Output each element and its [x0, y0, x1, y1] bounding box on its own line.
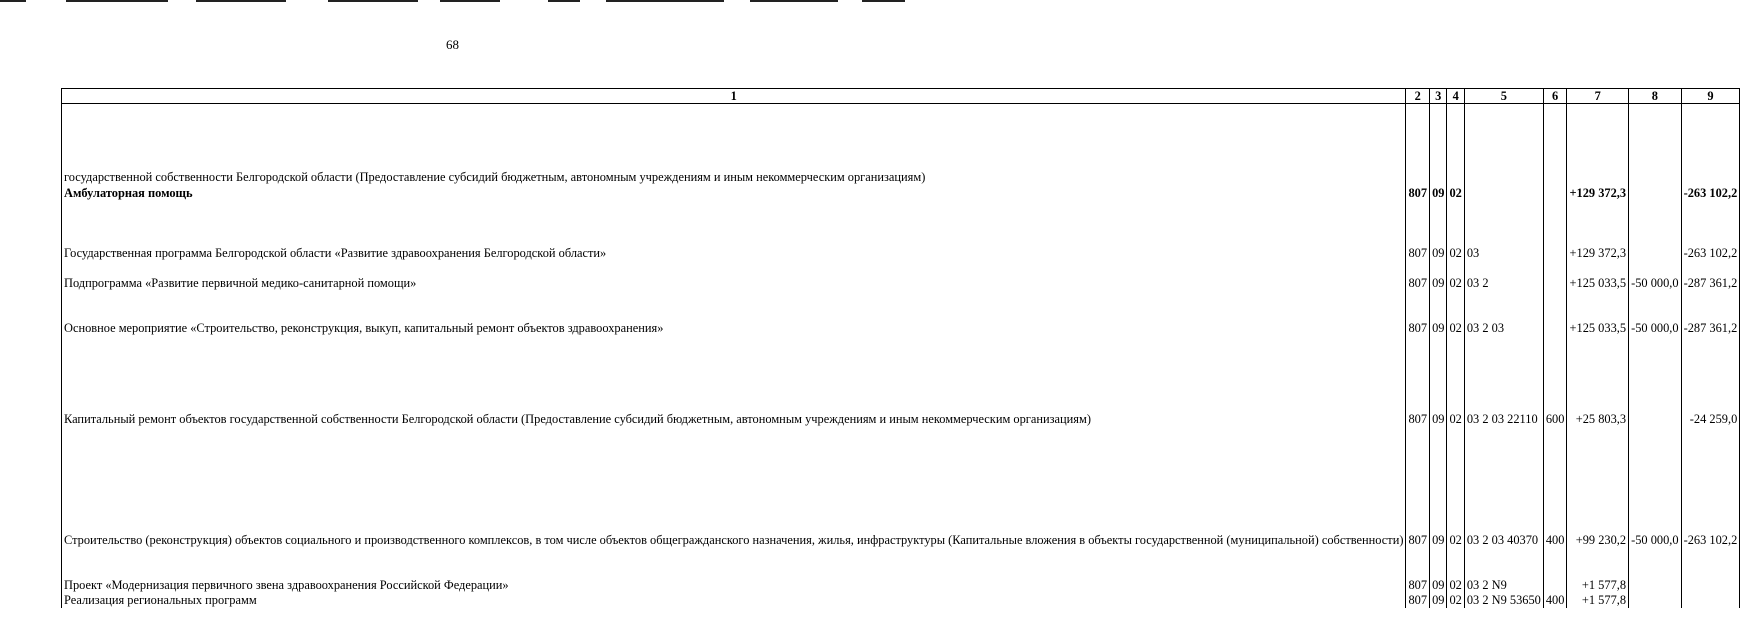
row-name-cell: Строительство (реконструкция) объектов социального и производственного комплексов, в том числе объектов общегражданского назначения, жилья, инфраструктуры (Капитальные вложения в объекты государственной (муниципальной) собственности): [62, 427, 1406, 548]
value-cell-col8: [1629, 201, 1682, 261]
column-header-8: 8: [1629, 89, 1682, 104]
column-header-3: 3: [1430, 89, 1447, 104]
value-cell-col3: [1430, 110, 1447, 186]
column-header-4: 4: [1447, 89, 1464, 104]
value-cell-col8: -50 000,0: [1629, 291, 1682, 336]
row-name-cell: Основное мероприятие «Строительство, реконструкция, выкуп, капитальный ремонт объектов здравоохранения»: [62, 291, 1406, 336]
top-edge-line: [0, 0, 905, 2]
value-cell-col7: +1 577,8: [1567, 593, 1629, 608]
value-cell-col7: +129 372,3: [1567, 186, 1629, 201]
table-row: [62, 548, 1740, 593]
column-header-9: 9: [1681, 89, 1740, 104]
value-cell-col9: [1681, 548, 1740, 593]
value-cell-col6: [1543, 186, 1567, 201]
value-cell-col6: [1543, 110, 1567, 186]
row-name-cell: Капитальный ремонт объектов государственной собственности Белгородской области (Предоставление субсидий бюджетным, автономным учреждениям и иным некоммерческим организациям): [62, 336, 1406, 427]
value-cell-col4: 02: [1447, 336, 1464, 427]
value-cell-col5: 03: [1464, 201, 1543, 261]
value-cell-col8: [1629, 336, 1682, 427]
value-cell-col6: 600: [1543, 336, 1567, 427]
value-cell-col5: [1464, 186, 1543, 201]
value-cell-col3: 09: [1430, 427, 1447, 548]
value-cell-col9: -287 361,2: [1681, 261, 1740, 291]
column-header-1: 1: [62, 89, 1406, 104]
table-row: [62, 291, 1740, 336]
column-header-5: 5: [1464, 89, 1543, 104]
value-cell-col8: [1629, 548, 1682, 593]
value-cell-col2: 807: [1406, 291, 1430, 336]
column-header-6: 6: [1543, 89, 1567, 104]
value-cell-col3: 09: [1430, 548, 1447, 593]
value-cell-col2: 807: [1406, 548, 1430, 593]
row-name-cell: Проект «Модернизация первичного звена здравоохранения Российской Федерации»: [62, 548, 1406, 593]
value-cell-col5: 03 2 N9: [1464, 548, 1543, 593]
table-header-row: [62, 89, 1740, 104]
value-cell-col6: [1543, 201, 1567, 261]
budget-table: [61, 88, 1740, 608]
value-cell-col7: +1 577,8: [1567, 548, 1629, 593]
value-cell-col7: +125 033,5: [1567, 291, 1629, 336]
value-cell-col3: 09: [1430, 593, 1447, 608]
value-cell-col9: -263 102,2: [1681, 186, 1740, 201]
value-cell-col4: 02: [1447, 291, 1464, 336]
column-header-7: 7: [1567, 89, 1629, 104]
table-row: [62, 336, 1740, 427]
row-name-cell: Подпрограмма «Развитие первичной медико-санитарной помощи»: [62, 261, 1406, 291]
table-row: [62, 593, 1740, 608]
value-cell-col6: [1543, 548, 1567, 593]
value-cell-col2: 807: [1406, 593, 1430, 608]
value-cell-col2: [1406, 110, 1430, 186]
value-cell-col4: 02: [1447, 548, 1464, 593]
value-cell-col3: 09: [1430, 261, 1447, 291]
value-cell-col9: -263 102,2: [1681, 427, 1740, 548]
value-cell-col4: 02: [1447, 427, 1464, 548]
value-cell-col8: [1629, 593, 1682, 608]
value-cell-col7: +25 803,3: [1567, 336, 1629, 427]
value-cell-col5: 03 2: [1464, 261, 1543, 291]
value-cell-col9: -24 259,0: [1681, 336, 1740, 427]
value-cell-col4: 02: [1447, 186, 1464, 201]
value-cell-col2: 807: [1406, 186, 1430, 201]
table-row: [62, 261, 1740, 291]
value-cell-col2: 807: [1406, 261, 1430, 291]
value-cell-col6: [1543, 291, 1567, 336]
value-cell-col5: 03 2 03 40370: [1464, 427, 1543, 548]
value-cell-col7: [1567, 110, 1629, 186]
value-cell-col3: 09: [1430, 186, 1447, 201]
value-cell-col6: [1543, 261, 1567, 291]
value-cell-col9: -287 361,2: [1681, 291, 1740, 336]
row-name-cell: Государственная программа Белгородской области «Развитие здравоохранения Белгородской области»: [62, 201, 1406, 261]
value-cell-col8: [1629, 110, 1682, 186]
row-name-cell: государственной собственности Белгородской области (Предоставление субсидий бюджетным, автономным учреждениям и иным некоммерческим организациям): [62, 110, 1406, 186]
value-cell-col6: 400: [1543, 427, 1567, 548]
column-header-2: 2: [1406, 89, 1430, 104]
value-cell-col2: 807: [1406, 427, 1430, 548]
table-row: [62, 110, 1740, 186]
value-cell-col9: -263 102,2: [1681, 201, 1740, 261]
value-cell-col5: 03 2 03: [1464, 291, 1543, 336]
table-row: [62, 427, 1740, 548]
value-cell-col2: 807: [1406, 201, 1430, 261]
value-cell-col3: 09: [1430, 201, 1447, 261]
value-cell-col5: 03 2 03 22110: [1464, 336, 1543, 427]
value-cell-col4: [1447, 110, 1464, 186]
value-cell-col8: -50 000,0: [1629, 427, 1682, 548]
value-cell-col3: 09: [1430, 291, 1447, 336]
value-cell-col4: 02: [1447, 593, 1464, 608]
value-cell-col9: [1681, 593, 1740, 608]
value-cell-col7: +125 033,5: [1567, 261, 1629, 291]
value-cell-col8: -50 000,0: [1629, 261, 1682, 291]
value-cell-col5: 03 2 N9 53650: [1464, 593, 1543, 608]
value-cell-col3: 09: [1430, 336, 1447, 427]
value-cell-col4: 02: [1447, 261, 1464, 291]
row-name-cell: Амбулаторная помощь: [62, 186, 1406, 201]
value-cell-col5: [1464, 110, 1543, 186]
value-cell-col7: +99 230,2: [1567, 427, 1629, 548]
value-cell-col2: 807: [1406, 336, 1430, 427]
value-cell-col6: 400: [1543, 593, 1567, 608]
row-name-cell: Реализация региональных программ: [62, 593, 1406, 608]
value-cell-col7: +129 372,3: [1567, 201, 1629, 261]
table-row: [62, 201, 1740, 261]
table-row: [62, 186, 1740, 201]
table-body: [62, 104, 1740, 609]
value-cell-col4: 02: [1447, 201, 1464, 261]
page-number: 68: [446, 37, 459, 52]
value-cell-col9: [1681, 110, 1740, 186]
value-cell-col8: [1629, 186, 1682, 201]
